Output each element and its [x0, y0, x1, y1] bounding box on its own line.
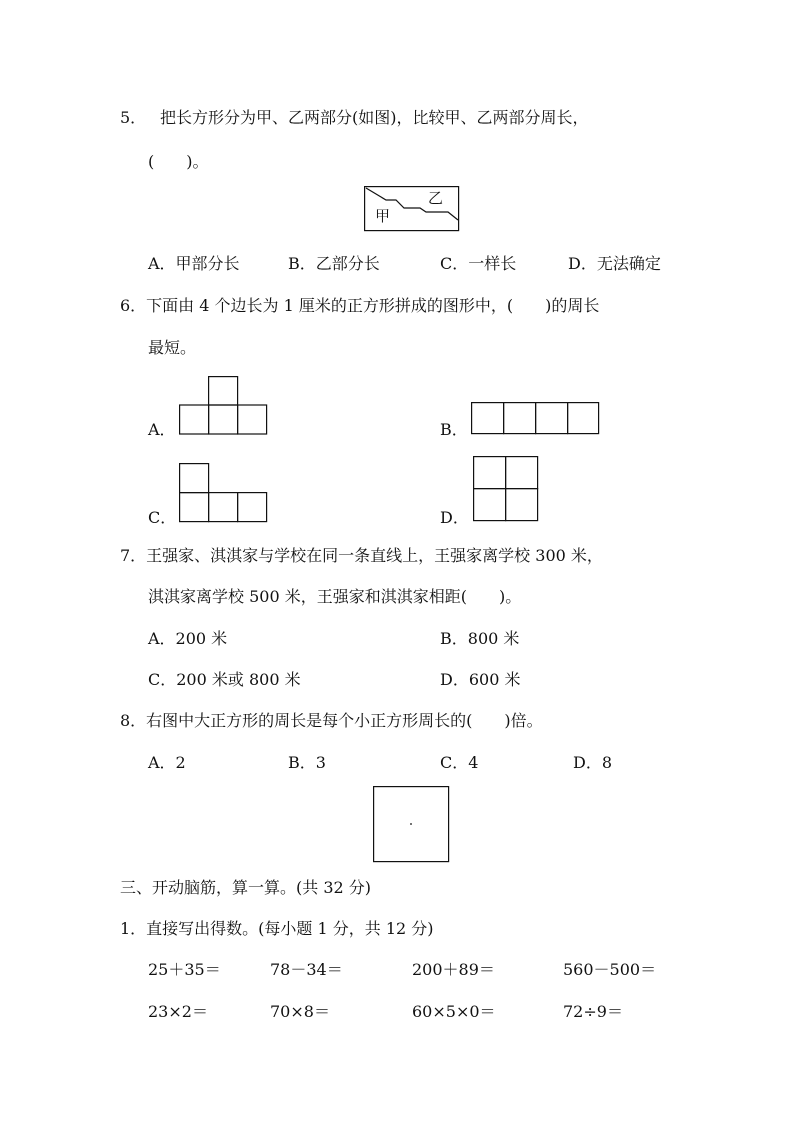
calc-item: 23×2＝: [148, 1002, 208, 1021]
q5-option-b: B．乙部分长: [288, 254, 380, 273]
figure-square: [536, 403, 568, 434]
q6-option-b-label: B．: [440, 420, 468, 439]
q5-text: 把长方形分为甲、乙两部分(如图)，比较甲、乙两部分周长，: [160, 108, 589, 127]
q6-option-d-label: D．: [440, 508, 469, 527]
q6-figure-c: [179, 463, 269, 523]
figure-square: [474, 489, 506, 521]
figure-square: [568, 403, 599, 434]
q5-label-yi: 乙: [428, 189, 444, 207]
figure-square: [209, 405, 238, 434]
q6-figure-a: [179, 376, 269, 436]
figure-square: [209, 377, 238, 405]
q7-text-line1: 7．王强家、淇淇家与学校在同一条直线上，王强家离学校 300 米，: [120, 546, 603, 565]
q8-text: 8．右图中大正方形的周长是每个小正方形周长的( )倍。: [120, 711, 543, 730]
figure-square: [506, 457, 538, 489]
q6-text-line2: 最短。: [148, 338, 197, 357]
q5-number: 5．: [120, 108, 147, 127]
figure-square: [504, 403, 536, 434]
q8-center-dot: [410, 823, 412, 825]
q6-text-line1: 6．下面由 4 个边长为 1 厘米的正方形拼成的图形中，( )的周长: [120, 296, 600, 315]
figure-square: [209, 493, 238, 522]
q5-option-c: C．一样长: [440, 254, 517, 273]
q6-figure-d: [473, 456, 539, 522]
calc-item: 72÷9＝: [563, 1002, 623, 1021]
q8-option-b: B．3: [288, 753, 326, 772]
q5-label-jia: 甲: [375, 207, 391, 225]
q7-option-d: D．600 米: [440, 670, 521, 689]
q7-option-a: A．200 米: [148, 629, 228, 648]
section3-q1-title: 1．直接写出得数。(每小题 1 分，共 12 分): [120, 919, 434, 938]
figure-square: [238, 493, 267, 522]
q6-figure-b: [471, 402, 601, 436]
figure-square: [474, 457, 506, 489]
q8-square-figure: [373, 786, 451, 864]
figure-square: [506, 489, 538, 521]
q8-option-c: C．4: [440, 753, 479, 772]
q6-option-c-label: C．: [148, 508, 177, 527]
calc-item: 200＋89＝: [412, 960, 495, 979]
q5-answer-blank: ( )。: [148, 152, 209, 171]
figure-square: [180, 464, 209, 493]
section3-title: 三、开动脑筋，算一算。(共 32 分): [120, 878, 372, 897]
figure-square: [472, 403, 504, 434]
q8-option-a: A．2: [148, 753, 186, 772]
calc-item: 560－500＝: [563, 960, 657, 979]
figure-square: [180, 405, 209, 434]
calc-item: 78－34＝: [270, 960, 343, 979]
calc-item: 60×5×0＝: [412, 1002, 496, 1021]
q7-option-b: B．800 米: [440, 629, 520, 648]
q7-text-line2: 淇淇家离学校 500 米，王强家和淇淇家相距( )。: [148, 587, 522, 606]
q6-option-a-label: A．: [148, 420, 176, 439]
q7-option-c: C．200 米或 800 米: [148, 670, 301, 689]
calc-item: 25＋35＝: [148, 960, 221, 979]
q8-option-d: D．8: [573, 753, 613, 772]
figure-square: [180, 493, 209, 522]
calc-item: 70×8＝: [270, 1002, 330, 1021]
q5-option-a: A．甲部分长: [148, 254, 240, 273]
figure-square: [238, 405, 267, 434]
q5-option-d: D．无法确定: [568, 254, 661, 273]
